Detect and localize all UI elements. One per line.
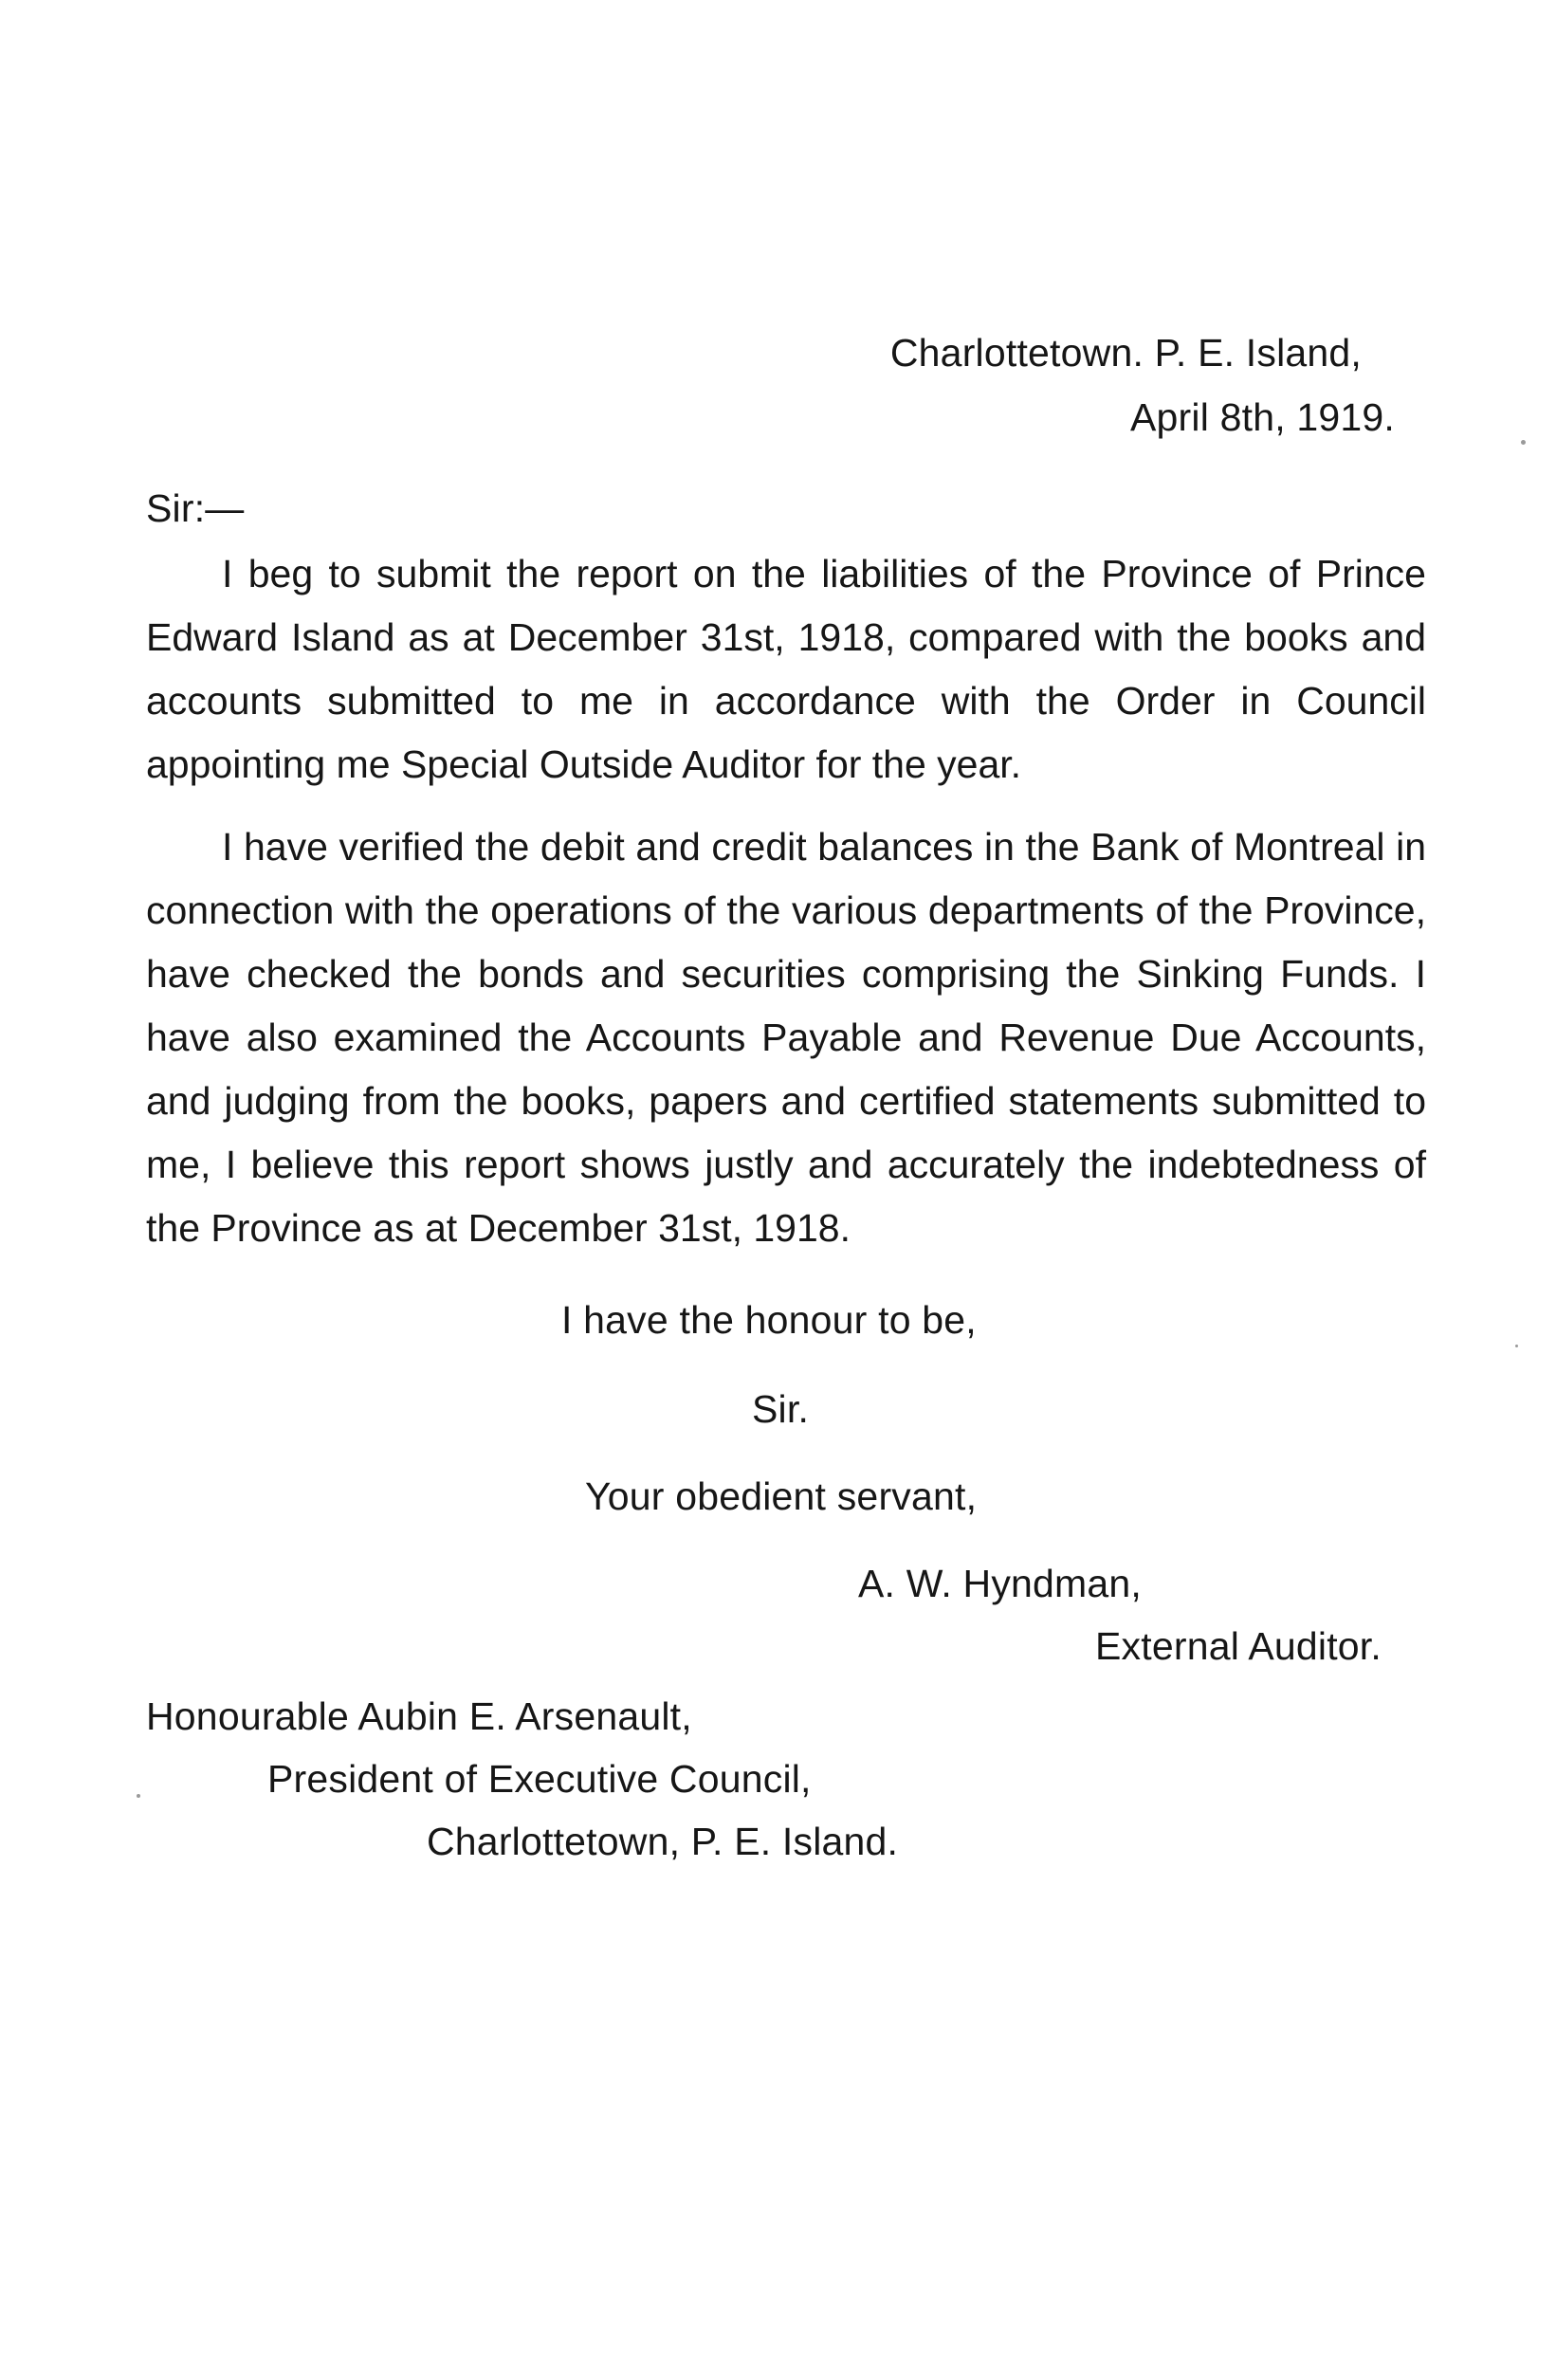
paragraph-2-text: I have verified the debit and credit balances in the Bank of Montreal in connection with the operations of the various departments of the Province, have checked the bonds and securities comprising the Sinking Funds. I have also examined the Accounts Payable and Revenue Due Accounts, and judging from the books, papers and certified statements submitted to me, I believe this report shows justly and accurately the indebtedness of the Province as at December 31st, 1918. [146,825,1426,1250]
letter-place: Charlottetown. P. E. Island, [889,331,1362,375]
letter-date: April 8th, 1919. [1130,395,1395,439]
signature-title: External Auditor. [1095,1624,1382,1668]
signature-name: A. W. Hyndman, [858,1562,1143,1605]
paper-speck [1515,1345,1518,1347]
closing-sir: Sir. [752,1387,810,1431]
closing-servant: Your obedient servant, [585,1474,978,1518]
addressee-name: Honourable Aubin E. Arsenault, [146,1694,692,1738]
closing-honour: I have the honour to be, [561,1298,977,1342]
paragraph-1-text: I beg to submit the report on the liabilities of the Province of Prince Edward Island as at December 31st, 1918, compared with the books and accounts submitted to me in accordance with the Order in Council appointing me Special Outside Auditor for the year. [146,552,1426,786]
addressee-title: President of Executive Council, [267,1757,812,1801]
paragraph-1 [146,542,1426,796]
addressee-place: Charlottetown, P. E. Island. [427,1820,899,1863]
paper-speck [1521,440,1526,445]
paragraph-2 [146,815,1426,1260]
paper-speck [137,1794,140,1798]
salutation: Sir:— [146,486,245,530]
